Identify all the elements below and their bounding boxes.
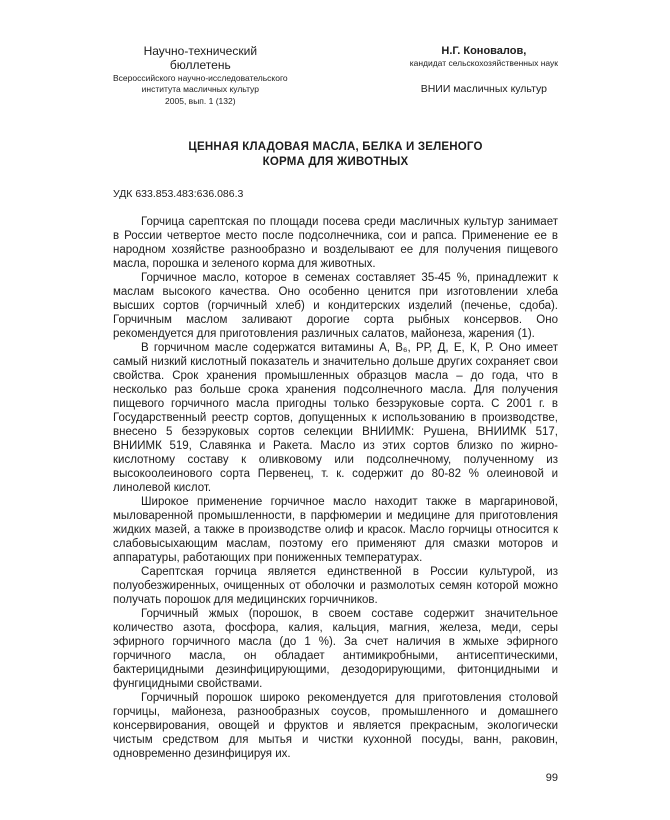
udc-number: УДК 633.853.483:636.086.3 (113, 187, 244, 200)
journal-name-line-1: Научно-технический (143, 44, 258, 58)
article-body (113, 215, 558, 761)
author-affiliation: ВНИИ масличных культур (420, 83, 547, 96)
paragraph-3: В горчичном масле содержатся витамины А, В₆, РР, Д, Е, К, Р. Оно имеет самый низкий кислотный показатель и значительно дольше других сохраняет свои свойства. Срок хранения промышленных образцов масла – до года, что в несколько раз больше срока хранения подсолнечного масла. Для получения пищевого горчичного масла пригодны только безэруковые сорта. С 2001 г. в Государственный реестр сортов, допущенных к использованию в производстве, внесено 5 безэруковых сортов селекции ВНИИМК: Рушена, ВНИИМК 517, ВНИИМК 519, Славянка и Ракета. Масло из этих сортов близко по жирно-кислотному составу к оливковому или подсолнечному, полученному из высокоолеинового сорта Первенец, т. к. содержит до 80-82 % олеиновой и линолевой кислот. (113, 341, 558, 494)
paragraph-1: Горчица сарептская по площади посева среди масличных культур занимает в России четвертое место после подсолнечника, сои и рапса. Применение ее в народном хозяйстве разнообразно и возделывают ее для получения пищевого масла, порошка и зеленого корма для животных. (113, 215, 558, 270)
page-number: 99 (545, 771, 558, 784)
paragraph-2: Горчичное масло, которое в семенах составляет 35-45 %, принадлежит к маслам высокого качества. Оно особенно ценится при изготовлении хлеба высших сортов (горчичный хлеб) и кондитерских изделий (печенье, сдоба). Горчичным маслом заливают дорогие сорта рыбных консервов. Оно рекомендуется для приготовления различных салатов, майонеза, жарения (1). (113, 271, 558, 340)
paragraph-6: Горчичный жмых (порошок, в своем составе содержит значительное количество азота, фосфора, калия, кальция, магния, железа, меди, серы эфирного горчичного масла (до 1 %). За счет наличия в жмыхе эфирного горчичного масла, он обладает антимикробными, антисептическими, бактерицидными дезинфицирующими, дезодорирующими, фитонцидными и фунгицидными свойствами. (113, 607, 558, 690)
page-header (113, 44, 558, 107)
author-name: Н.Г. Коновалов, (441, 45, 527, 57)
journal-issue: 2005, вып. 1 (132) (165, 95, 236, 106)
journal-name-line-2: бюллетень (169, 58, 231, 73)
article-title-line-1: ЦЕННАЯ КЛАДОВАЯ МАСЛА, БЕЛКА И ЗЕЛЕНОГО (188, 141, 483, 154)
paragraph-5: Сарептская горчица является единственной в России культурой, из полуобезжиренных, очищенных от оболочки и размолотых семян которой можно получать порошок для медицинских горчичников. (113, 565, 558, 606)
author-degree: кандидат сельскохозяйственных наук (409, 58, 558, 69)
author-info-block (410, 44, 558, 97)
journal-info-block (113, 44, 288, 107)
journal-institute-line-1: Всероссийского научно-исследовательского (113, 72, 288, 83)
paragraph-4: Широкое применение горчичное масло находит также в маргариновой, мыловаренной промышленности, в парфюмерии и медицине для приготовления жидких мазей, а также в производстве олиф и красок. Масло горчицы относится к слабовысыхающим маслам, поэтому его применяют для смазки моторов и аппаратуры, работающих при пониженных температурах. (113, 495, 558, 564)
article-title (113, 140, 558, 169)
journal-institute-line-2: института масличных культур (141, 84, 259, 95)
paragraph-7: Горчичный порошок широко рекомендуется для приготовления столовой горчицы, майонеза, разнообразных соусов, промышленного и домашнего консервирования, овощей и фруктов и является прекрасным, экологически чистым средством для мытья и чистки кухонной посуды, ванн, раковин, одновременно дезинфицируя их. (113, 691, 558, 760)
article-title-line-2: КОРМА ДЛЯ ЖИВОТНЫХ (262, 155, 409, 168)
